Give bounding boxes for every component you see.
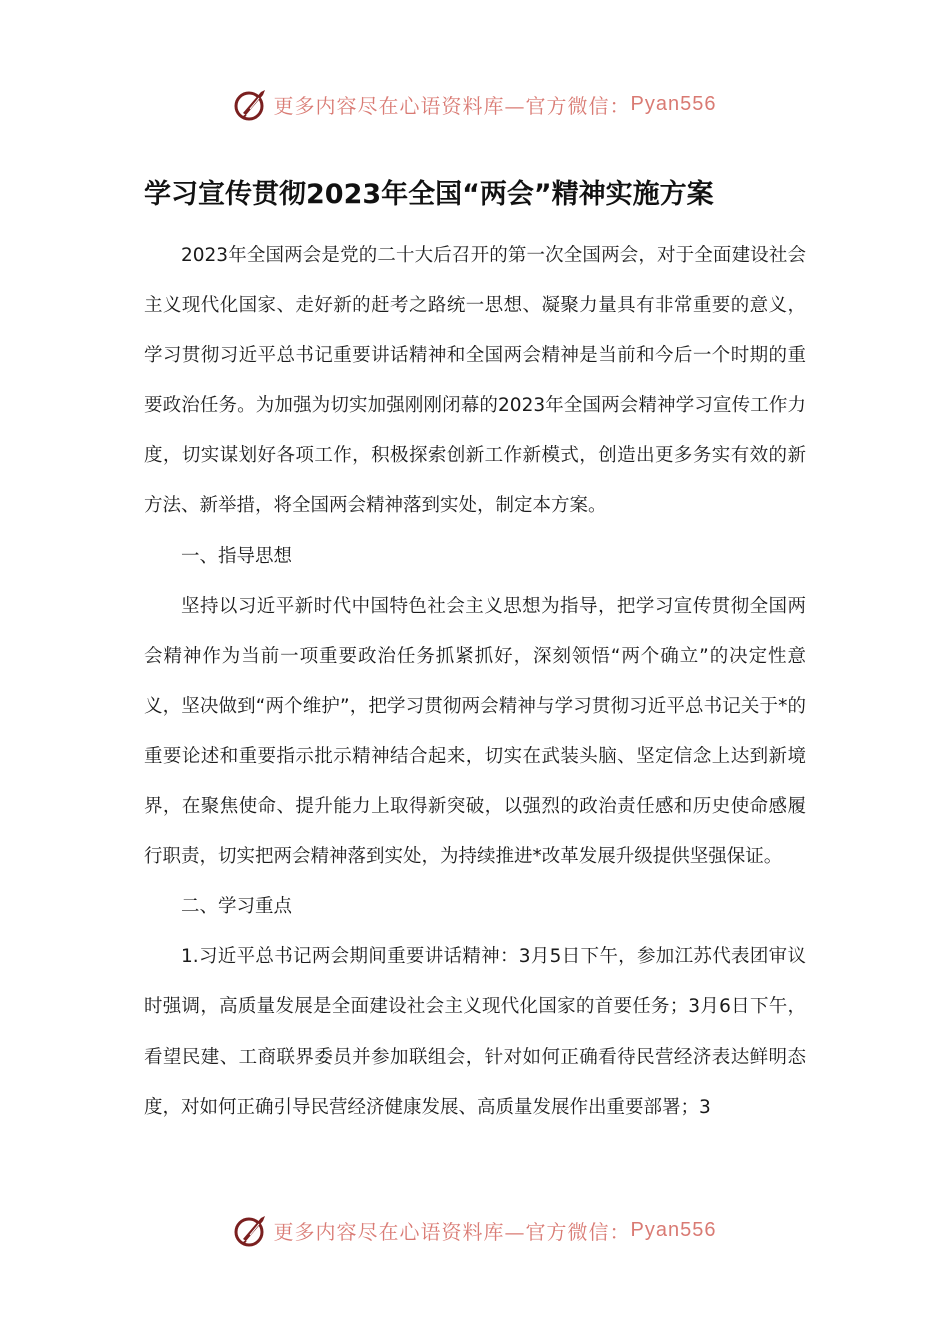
banner-text: 更多内容尽在心语资料库—官方微信： — [273, 1219, 631, 1244]
footer-banner — [0, 1210, 950, 1250]
section-heading-study-focus: 二、学习重点 — [181, 896, 293, 918]
header-banner — [0, 84, 950, 124]
paragraph-guiding-thought: 坚持以习近平新时代中国特色社会主义思想为指导，把学习宣传贯彻全国两会精神作为当前一项重要政治任务抓紧抓好，深刻领悟“两个确立”的决定性意义，坚决做到“两个维护”，把学习贯彻两会精神与学习贯彻习近平总书记关于*的重要论述和重要指示批示精神结合起来，切实在武装头脑、坚定信念上达到新境界，在聚焦使命、提升能力上取得新突破，以强烈的政治责任感和历史使命感履行职责，切实把两会精神落到实处，为持续推进*改革发展升级提供坚强保证。 — [144, 595, 806, 868]
document-body — [144, 231, 806, 1133]
document-title: 学习宣传贯彻2023年全国“两会”精神实施方案 — [144, 179, 714, 210]
paragraph-intro: 2023年全国两会是党的二十大后召开的第一次全国两会，对于全面建设社会主义现代化国家、走好新的赶考之路统一思想、凝聚力量具有非常重要的意义，学习贯彻习近平总书记重要讲话精神和全国两会精神是当前和今后一个时期的重要政治任务。为加强为切实加强刚刚闭幕的2023年全国两会精神学习宣传工作力度，切实谋划好各项工作，积极探索创新工作新模式，创造出更多务实有效的新方法、新举措，将全国两会精神落到实处，制定本方案。 — [144, 245, 806, 517]
banner-wechat-id: Pyan556 — [630, 92, 717, 115]
quill-pen-logo-icon — [234, 86, 270, 122]
quill-pen-logo-icon — [234, 1212, 270, 1248]
section-heading-guiding-thought: 一、指导思想 — [181, 545, 293, 567]
paragraph-study-focus-1: 1.习近平总书记两会期间重要讲话精神：3月5日下午，参加江苏代表团审议时强调，高质量发展是全面建设社会主义现代化国家的首要任务；3月6日下午，看望民建、工商联界委员并参加联组会，针对如何正确看待民营经济表达鲜明态度，对如何正确引导民营经济健康发展、高质量发展作出重要部署；3 — [144, 946, 806, 1118]
banner-text: 更多内容尽在心语资料库—官方微信： — [273, 93, 631, 118]
banner-wechat-id: Pyan556 — [630, 1218, 717, 1241]
